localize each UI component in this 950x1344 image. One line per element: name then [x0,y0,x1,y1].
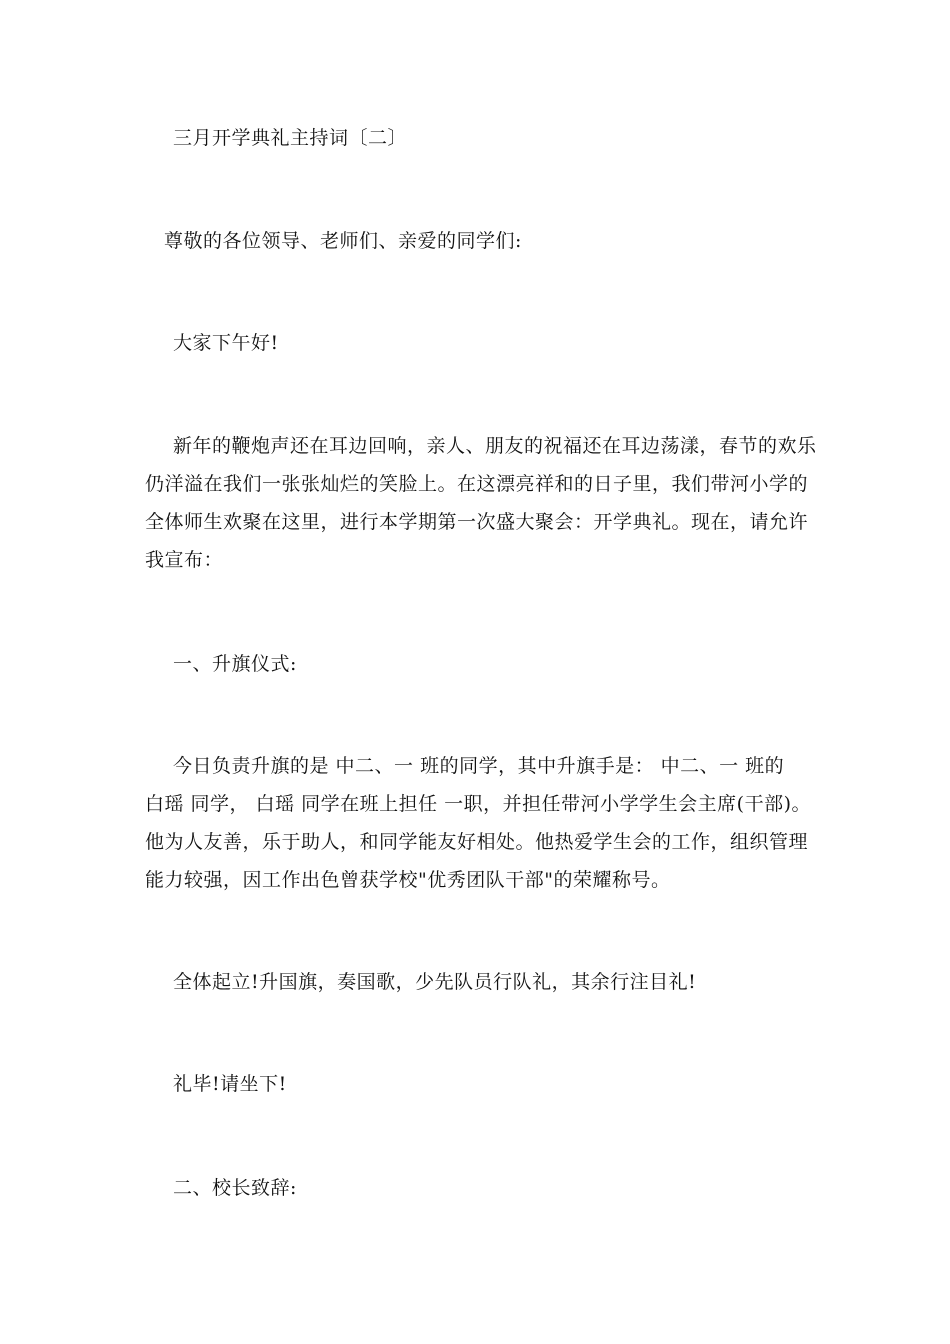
paragraph-line: 全体师生欢聚在这里，进行本学期第一次盛大聚会：开学典礼。现在，请允许 [145,511,809,533]
salutation: 尊敬的各位领导、老师们、亲爱的同学们: [164,230,522,252]
instruction-line: 全体起立!升国旗，奏国歌，少先队员行队礼，其余行注目礼! [173,971,697,993]
paragraph-line: 能力较强，因工作出色曾获学校"优秀团队干部"的荣耀称号。 [145,869,671,891]
section-heading: 一、升旗仪式: [173,653,297,675]
paragraph-line: 白瑶 同学， 白瑶 同学在班上担任 一职，并担任带河小学学生会主席(干部)。 [145,793,811,815]
paragraph-line: 今日负责升旗的是 中二、一 班的同学，其中升旗手是： 中二、一 班的 [173,755,785,777]
document-title: 三月开学典礼主持词〔二〕 [173,127,408,149]
paragraph-line: 我宣布： [145,549,224,571]
instruction-line: 礼毕!请坐下! [173,1073,287,1095]
section-heading: 二、校长致辞: [173,1177,297,1199]
paragraph-line: 新年的鞭炮声还在耳边回响，亲人、朋友的祝福还在耳边荡漾，春节的欢乐 [173,435,817,457]
greeting: 大家下午好! [173,332,279,354]
paragraph-line: 他为人友善，乐于助人，和同学能友好相处。他热爱学生会的工作，组织管理 [145,831,809,853]
paragraph-line: 仍洋溢在我们一张张灿烂的笑脸上。在这漂亮祥和的日子里，我们带河小学的 [145,473,809,495]
